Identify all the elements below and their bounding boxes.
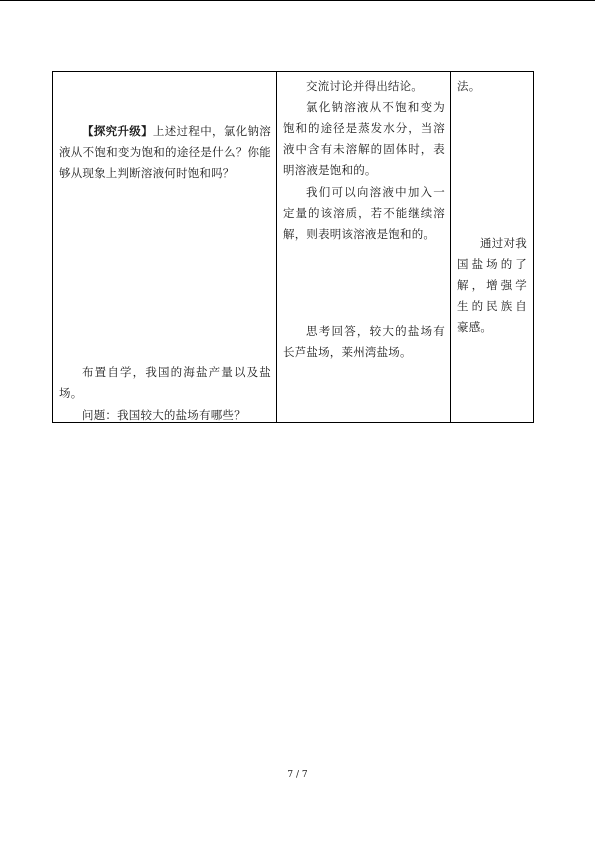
teacher-activity-column [53, 72, 277, 422]
question-paragraph: 问题：我国较大的盐场有哪些？ [82, 408, 246, 422]
design-intent-fragment: 法。 [457, 79, 481, 93]
page-number: 7 / 7 [287, 770, 308, 780]
method-paragraph: 我们可以向溶液中加入一定量的该溶质，若不能继续溶解，则表明该溶液是饱和的。 [283, 185, 445, 241]
discussion-paragraph: 交流讨论并得出结论。 [306, 79, 423, 93]
self-study-paragraph: 布置自学，我国的海盐产量以及盐场。 [59, 365, 271, 400]
header-rule [0, 0, 595, 1]
inquiry-upgrade-paragraph [59, 121, 271, 184]
answer-paragraph: 思考回答，较大的盐场有长芦盐场，莱州湾盐场。 [283, 324, 445, 359]
lesson-table [52, 71, 534, 423]
inquiry-upgrade-text: 上述过程中，氯化钠溶液从不饱和变为饱和的途径是什么？你能够从现象上判断溶液何时饱和吗？ [59, 124, 271, 180]
conclusion-paragraph: 氯化钠溶液从不饱和变为饱和的途径是蒸发水分，当溶液中含有未溶解的固体时，表明溶液是饱和的。 [283, 100, 445, 177]
student-activity-column [277, 72, 451, 422]
design-intent-column [451, 72, 533, 422]
design-intent-paragraph: 通过对我国盐场的了解，增强学生的民族自豪感。 [457, 236, 527, 334]
inquiry-upgrade-label: 【探究升级】 [82, 124, 153, 138]
